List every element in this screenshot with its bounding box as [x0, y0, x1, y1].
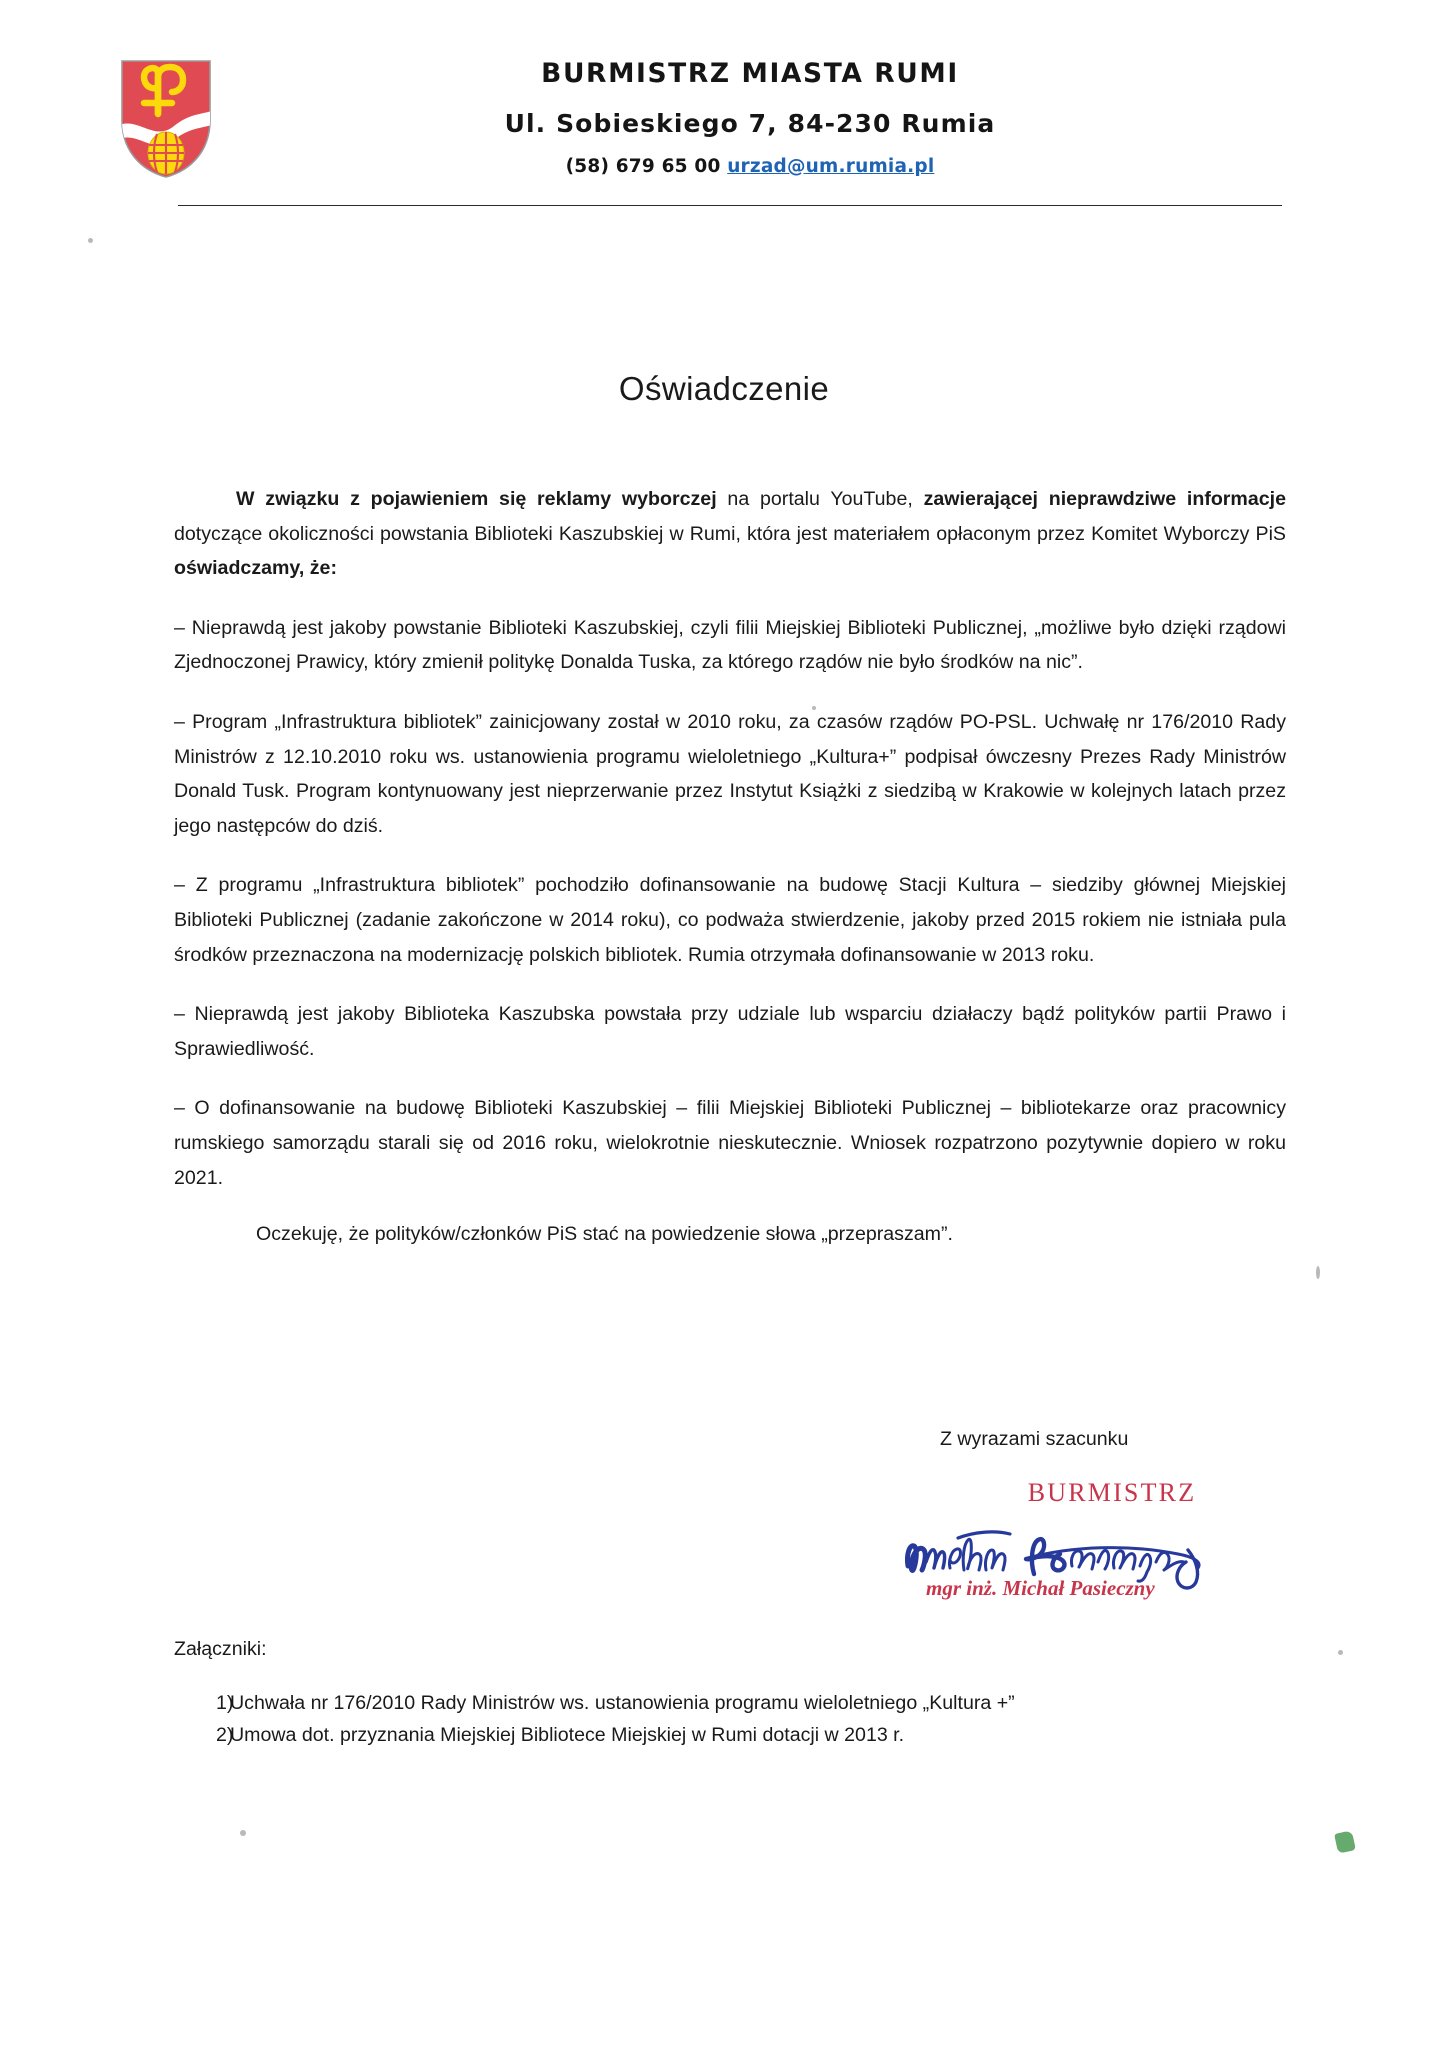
- scan-speck: [1338, 1650, 1343, 1655]
- attachments-label: Załączniki:: [174, 1638, 267, 1660]
- letter-body: [174, 482, 1286, 1277]
- authority-contact: [250, 156, 1250, 177]
- paragraph-6: Oczekuję, że polityków/członków PiS stać na powiedzenie słowa „przepraszam”.: [256, 1223, 953, 1246]
- intro-text-2: dotyczące okoliczności powstania Biblioteki Kaszubskiej w Rumi, która jest materiałem opłaconym przez Komitet Wyborczy PiS: [174, 522, 1286, 545]
- stamp-signer-name: mgr inż. Michał Pasieczny: [926, 1576, 1155, 1600]
- paragraph-intro: [174, 482, 1286, 586]
- header-divider: [178, 205, 1282, 206]
- attachments-list: [174, 1687, 1324, 1751]
- attachment-number: 2): [216, 1724, 234, 1746]
- green-ink-mark: [1334, 1830, 1356, 1853]
- phone-number: (58) 679 65 00: [565, 156, 721, 177]
- paragraph-1: – Nieprawdą jest jakoby powstanie Biblioteki Kaszubskiej, czyli filii Miejskiej Biblioteki Publicznej, „możliwe było dzięki rządowi Zjednoczonej Prawicy, który zmienił politykę Donalda Tuska, za którego rządów nie było środków na nic”.: [174, 616, 1286, 674]
- page-title: Oświadczenie: [618, 370, 830, 407]
- attachments-section: [174, 1638, 1324, 1751]
- email-link[interactable]: urzad@um.rumia.pl: [727, 156, 935, 177]
- scan-speck: [88, 238, 93, 243]
- intro-bold-3: oświadczamy, że:: [174, 557, 337, 580]
- authority-address: Ul. Sobieskiego 7, 84-230 Rumia: [504, 109, 996, 138]
- attachment-text: Uchwała nr 176/2010 Rady Ministrów ws. ustanowienia programu wieloletniego „Kultura +”: [230, 1692, 1015, 1714]
- attachment-text: Umowa dot. przyznania Miejskiej Bibliotece Miejskiej w Rumi dotacji w 2013 r.: [230, 1724, 905, 1746]
- paragraph-5: – O dofinansowanie na budowę Biblioteki Kaszubskiej – filii Miejskiej Biblioteki Publicznej – bibliotekarze oraz pracownicy rumskiego samorządu starali się od 2016 roku, wielokrotnie nieskutecznie. Wniosek rozpatrzono pozytywnie dopiero w roku 2021.: [174, 1097, 1286, 1189]
- authority-name: BURMISTRZ MIASTA RUMI: [541, 58, 959, 89]
- letterhead-text: [250, 58, 1250, 177]
- attachment-number: 1): [216, 1692, 234, 1714]
- list-item: [174, 1687, 1324, 1719]
- paragraph-2: – Program „Infrastruktura bibliotek” zainicjowany został w 2010 roku, za czasów rządów PO-PSL. Uchwałę nr 176/2010 Rady Ministrów z 12.10.2010 roku ws. ustanowienia programu wieloletniego „Kultura+” podpisał ówczesny Prezes Rady Ministrów Donald Tusk. Program kontynuowany jest nieprzerwanie przez Instytut Książki z siedzibą w Krakowie w kolejnych latach przez jego następców do dziś.: [174, 710, 1286, 837]
- intro-bold-1: W związku z pojawieniem się reklamy wyborczej: [236, 488, 717, 510]
- scan-speck: [1316, 1266, 1320, 1279]
- coat-of-arms-icon: [118, 58, 214, 180]
- paragraph-3: – Z programu „Infrastruktura bibliotek” pochodziło dofinansowanie na budowę Stacji Kultura – siedziby głównej Miejskiej Biblioteki Publicznej (zadanie zakończone w 2014 roku), co podważa stwierdzenie, jakoby przed 2015 rokiem nie istniała pula środków przeznaczona na modernizację polskich bibliotek. Rumia otrzymała dofinansowanie w 2013 roku.: [174, 874, 1286, 966]
- paragraph-4: – Nieprawdą jest jakoby Biblioteka Kaszubska powstała przy udziale lub wsparciu działaczy bądź polityków partii Prawo i Sprawiedliwość.: [174, 1003, 1286, 1060]
- stamp-title: BURMISTRZ: [1027, 1478, 1197, 1507]
- scan-speck: [240, 1830, 246, 1836]
- list-item: [174, 1719, 1324, 1751]
- intro-bold-2: zawierającej nieprawdziwe informacje: [923, 488, 1286, 510]
- intro-text-1: na portalu YouTube,: [716, 488, 924, 510]
- scan-speck: [812, 706, 816, 710]
- letterhead: [0, 0, 1448, 220]
- signature-block: [912, 1478, 1312, 1618]
- closing-salutation: Z wyrazami szacunku: [940, 1428, 1129, 1450]
